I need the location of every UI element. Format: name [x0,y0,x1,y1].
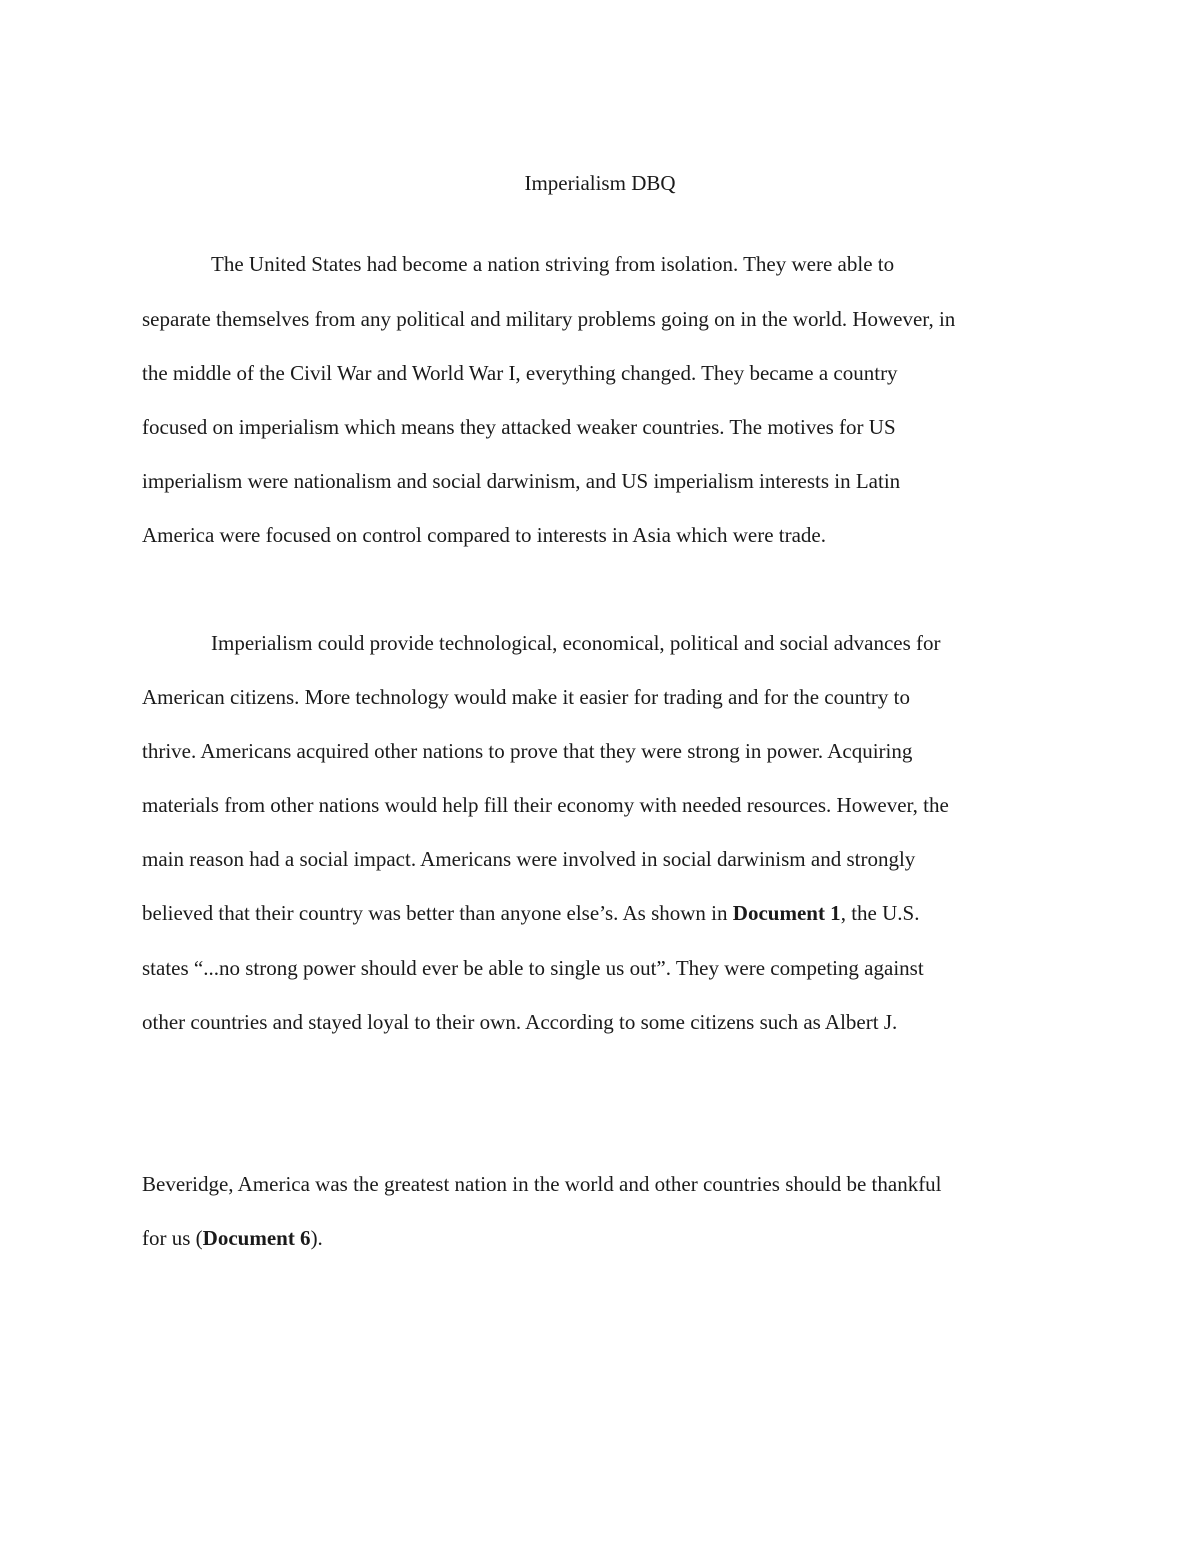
paragraph-1-line-4: focused on imperialism which means they attacked weaker countries. The motives for US [142,415,896,439]
paragraph-2-line-8: other countries and stayed loyal to their own. According to some citizens such as Albert J. [142,1010,898,1034]
paragraph-1-line-2: separate themselves from any political and military problems going on in the world. However, in [142,307,956,331]
paragraph-3-line-2-pre: for us ( [142,1226,203,1250]
paragraph-3-line-2 [142,1225,323,1251]
document-1-citation: Document 1 [732,901,841,925]
paragraph-2-line-6-pre: believed that their country was better than anyone else’s. As shown in [142,901,733,925]
paragraph-3-line-2-post: ). [310,1226,323,1250]
paragraph-2-line-4: materials from other nations would help fill their economy with needed resources. However, the [142,793,949,817]
paragraph-1-line-5: imperialism were nationalism and social darwinism, and US imperialism interests in Latin [142,469,901,493]
paragraph-2-line-6-post: , the U.S. [840,901,920,925]
paragraph-3-line-1: Beveridge, America was the greatest nation in the world and other countries should be thankful [142,1172,942,1196]
paragraph-2-line-2: American citizens. More technology would make it easier for trading and for the country to [142,685,910,709]
paragraph-2-line-3: thrive. Americans acquired other nations to prove that they were strong in power. Acquiring [142,739,913,763]
paragraph-2-line-5: main reason had a social impact. Americans were involved in social darwinism and strongly [142,847,916,871]
paragraph-2-line-6 [142,900,919,926]
paragraph-1-line-1: The United States had become a nation striving from isolation. They were able to [211,252,895,276]
paragraph-2-line-1: Imperialism could provide technological, economical, political and social advances for [211,631,941,655]
document-6-citation: Document 6 [202,1226,311,1250]
paragraph-1-line-3: the middle of the Civil War and World War I, everything changed. They became a country [142,361,898,385]
paragraph-1-line-6: America were focused on control compared to interests in Asia which were trade. [142,523,826,547]
document-title: Imperialism DBQ [524,171,676,195]
paragraph-2-line-7: states “...no strong power should ever be able to single us out”. They were competing against [142,956,924,980]
